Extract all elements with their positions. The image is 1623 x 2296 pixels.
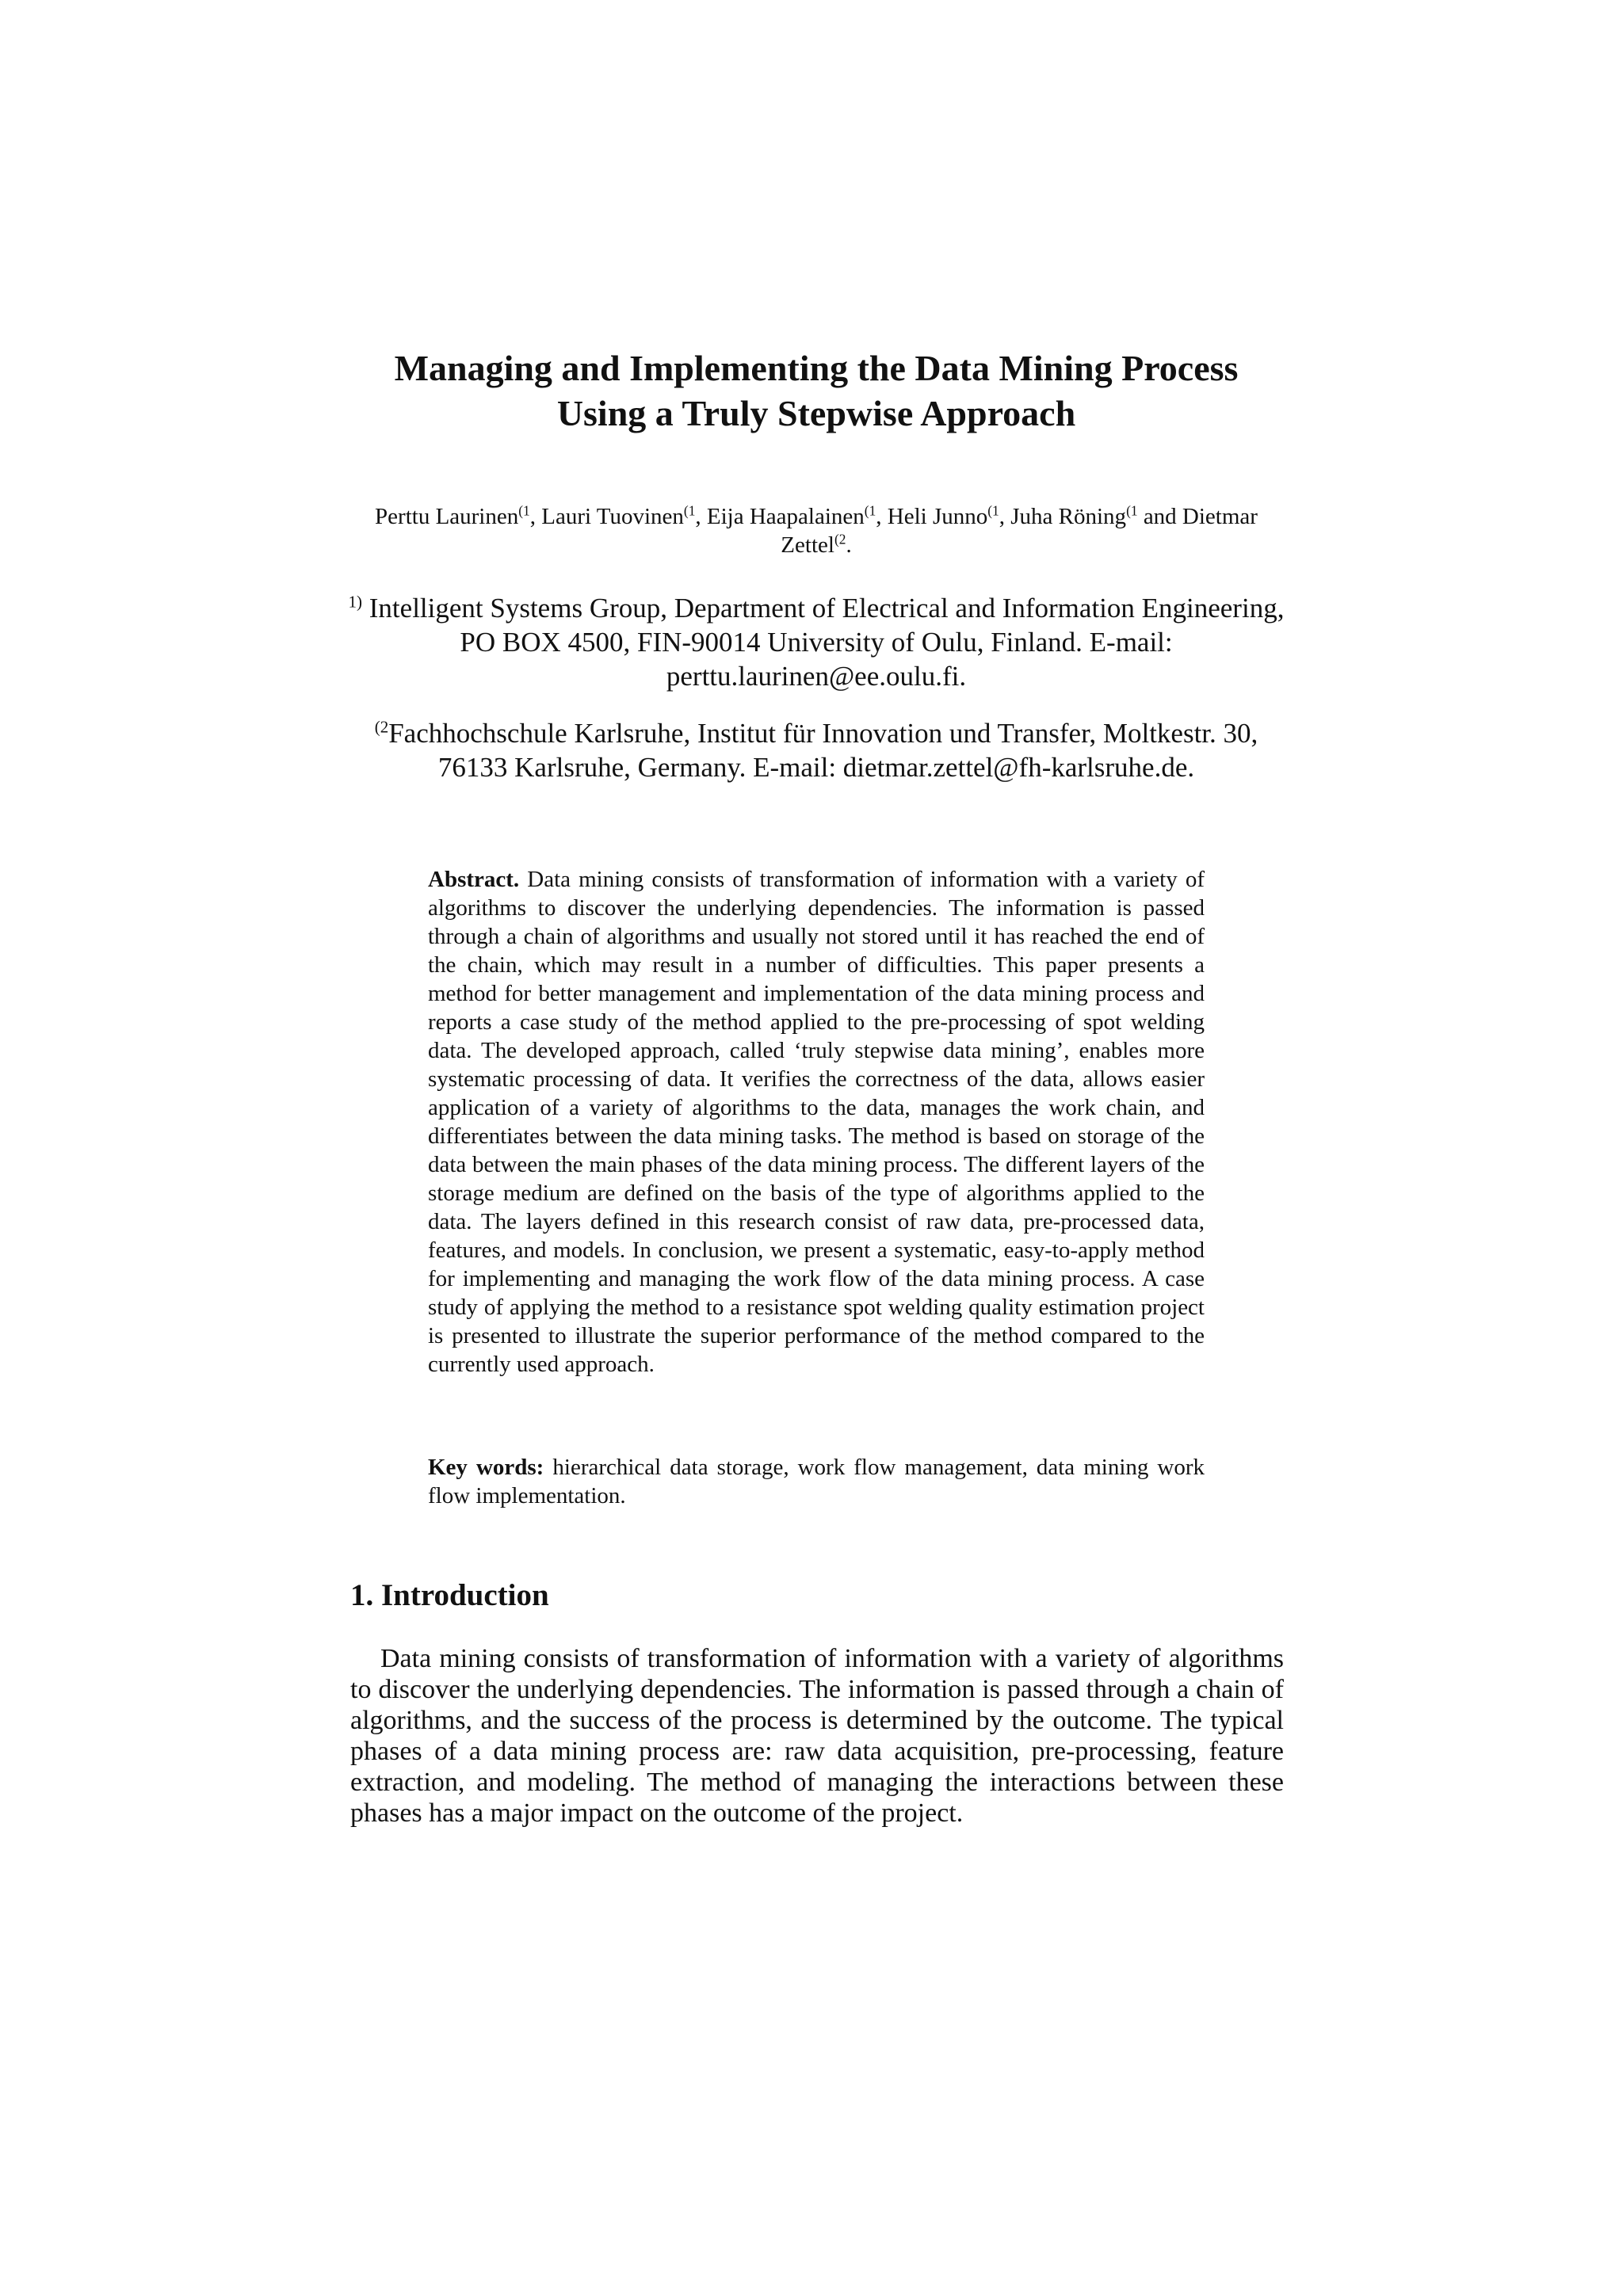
affiliation-marker: (1 <box>518 502 530 519</box>
affiliation-marker: (1 <box>1126 502 1138 519</box>
abstract <box>428 865 1205 1379</box>
affiliation-1-line-1 <box>337 591 1296 625</box>
author-name: , Juha Röning <box>999 504 1127 529</box>
keywords-label: Key words: <box>428 1455 544 1480</box>
affiliation-1-text: Intelligent Systems Group, Department of Electrical and Information Engineering, <box>362 593 1285 624</box>
abstract-label: Abstract. <box>428 867 520 892</box>
paper-title-line-2: Using a Truly Stepwise Approach <box>556 393 1076 433</box>
affiliation-1-marker: 1) <box>348 592 363 612</box>
paper-title-line-1: Managing and Implementing the Data Mining Process <box>394 348 1239 388</box>
author-name: , Heli Junno <box>876 504 988 529</box>
keywords-text: hierarchical data storage, work flow management, data mining work flow implementation. <box>428 1455 1205 1508</box>
paper-title <box>301 345 1331 436</box>
affiliation-marker: (1 <box>864 502 876 519</box>
affiliation-marker: (1 <box>987 502 999 519</box>
author-name: Perttu Laurinen <box>375 504 519 529</box>
section-heading-introduction: 1. Introduction <box>350 1578 549 1612</box>
affiliation-2-line-2: 76133 Karlsruhe, Germany. E-mail: dietmar.zettel@fh-karlsruhe.de. <box>437 752 1195 783</box>
affiliation-2-line-1 <box>357 716 1276 750</box>
introduction-paragraph: Data mining consists of transformation of information with a variety of algorithms to discover the underlying dependencies. The information is passed through a chain of algorithms, and the success of the process is determined by the outcome. The typical phases of a data mining process are: raw data acquisition, pre-processing, feature extraction, and modeling. The method of managing the interactions between these phases has a major impact on the outcome of the project. <box>350 1644 1284 1828</box>
author-name: , Lauri Tuovinen <box>529 504 684 529</box>
abstract-text: Data mining consists of transformation of information with a variety of algorithms to discover the underlying dependencies. The information is passed through a chain of algorithms and usually not stored until it has reached the end of the chain, which may result in a number of difficulties. This paper presents a method for better management and implementation of the data mining process and reports a case study of the method applied to the pre-processing of spot welding data. The developed approach, called ‘truly stepwise data mining’, enables more systematic processing of data. It verifies the correctness of the data, allows easier application of a variety of algorithms to the data, manages the work chain, and differentiates between the data mining tasks. The method is based on storage of the data between the main phases of the data mining process. The different layers of the storage medium are defined on the basis of the type of algorithms applied to the data. The layers defined in this research consist of raw data, pre-processed data, features, and models. In conclusion, we present a systematic, easy-to-apply method for implementing and managing the work flow of the data mining process. A case study of applying the method to a resistance spot welding quality estimation project is presented to illustrate the superior performance of the method compared to the currently used approach. <box>428 867 1205 1377</box>
affiliation-marker: (1 <box>683 502 696 519</box>
affiliation-1 <box>337 591 1296 693</box>
affiliation-1-email: perttu.laurinen@ee.oulu.fi. <box>666 661 967 692</box>
author-name: , Eija Haapalainen <box>695 504 865 529</box>
author-list <box>349 502 1284 559</box>
author-name: and Dietmar Zettel <box>781 504 1258 558</box>
affiliation-2-text: Fachhochschule Karlsruhe, Institut für Innovation und Transfer, Moltkestr. 30, <box>388 718 1258 749</box>
keywords <box>428 1453 1205 1510</box>
affiliation-2 <box>357 716 1276 784</box>
affiliation-1-line-2: PO BOX 4500, FIN-90014 University of Oulu, Finland. E-mail: <box>460 627 1173 658</box>
affiliation-2-marker: (2 <box>374 717 389 737</box>
affiliation-marker: (2 <box>834 531 846 547</box>
author-list-end: . <box>846 532 852 558</box>
